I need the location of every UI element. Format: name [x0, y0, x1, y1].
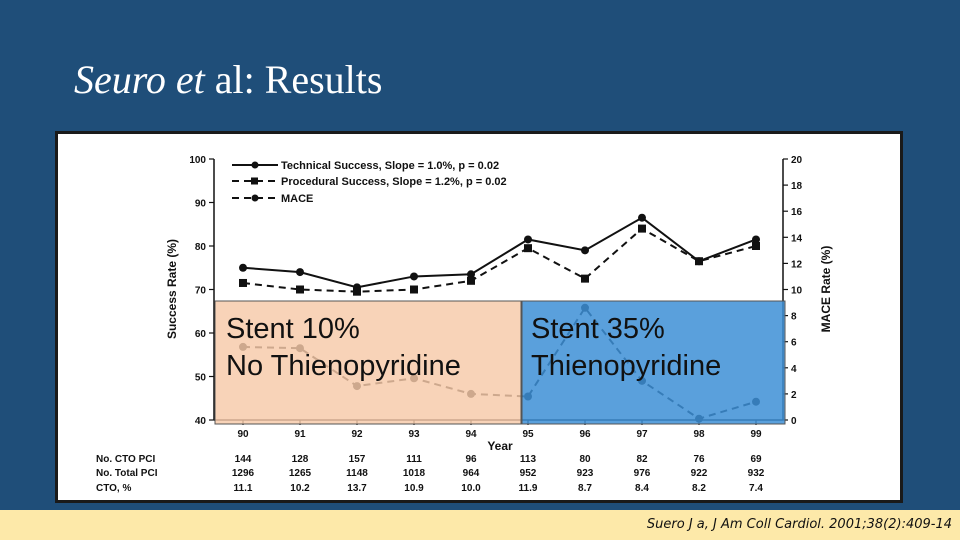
table-row-label: No. CTO PCI: [96, 454, 156, 465]
data-point: [581, 275, 589, 283]
legend-marker: [252, 162, 259, 169]
data-point: [296, 286, 304, 294]
series-line-0: [243, 218, 756, 288]
y-tick-label-right: 20: [791, 155, 803, 166]
data-point: [524, 244, 532, 252]
y-axis-label-right: MACE Rate (%): [819, 245, 833, 333]
y-tick-label-left: 50: [194, 372, 206, 384]
y-tick-label-right: 0: [791, 416, 797, 427]
table-cell: 922: [690, 468, 708, 479]
table-cell: 923: [576, 468, 594, 479]
citation-bar: [0, 510, 960, 540]
y-tick-label-right: 10: [791, 285, 803, 297]
overlay-left-line2: No Thienopyridine: [226, 350, 461, 382]
x-tick-label: 96: [579, 429, 591, 440]
slide-title-rest: al: Results: [204, 57, 383, 102]
data-point: [410, 272, 418, 280]
legend-marker: [251, 178, 258, 185]
legend-label: Procedural Success, Slope = 1.2%, p = 0.02: [281, 176, 507, 188]
table-cell: 11.1: [233, 483, 253, 494]
table-cell: 8.7: [578, 483, 592, 494]
x-tick-label: 91: [294, 429, 306, 440]
table-cell: 144: [234, 454, 252, 465]
table-cell: 96: [465, 454, 477, 465]
data-point: [353, 288, 361, 296]
table-cell: 113: [519, 454, 537, 465]
y-tick-label-left: 70: [194, 285, 206, 297]
slide-title-italic: Seuro et: [74, 57, 205, 102]
data-point: [239, 264, 247, 272]
table-cell: 111: [406, 454, 422, 465]
data-point: [239, 279, 247, 287]
data-point: [638, 225, 646, 233]
x-tick-label: 98: [693, 429, 705, 440]
table-cell: 11.9: [518, 483, 538, 494]
y-tick-label-right: 18: [791, 181, 803, 193]
table-cell: 69: [750, 454, 762, 465]
table-cell: 7.4: [749, 483, 763, 494]
table-cell: 976: [633, 468, 651, 479]
table-cell: 932: [747, 468, 765, 479]
y-axis-label-left: Success Rate (%): [165, 238, 179, 340]
y-tick-label-right: 6: [791, 337, 797, 349]
table-cell: 80: [579, 454, 591, 465]
table-cell: 82: [636, 454, 648, 465]
x-tick-label: 93: [408, 429, 420, 440]
table-cell: 1018: [402, 468, 426, 479]
table-cell: 13.7: [347, 483, 367, 494]
y-tick-label-left: 80: [194, 242, 206, 253]
table-cell: 1265: [288, 468, 312, 479]
y-tick-label-right: 2: [791, 389, 797, 401]
data-point: [467, 277, 475, 285]
citation-text: Suero J a, J Am Coll Cardiol. 2001;38(2):409-14: [646, 517, 952, 532]
table-cell: 10.2: [290, 483, 310, 494]
x-tick-label: 90: [237, 429, 249, 440]
legend-label: MACE: [281, 193, 314, 205]
data-point: [296, 268, 304, 276]
legend-marker: [252, 195, 259, 202]
overlay-right-line1: Stent 35%: [531, 313, 665, 345]
table-row-label: No. Total PCI: [96, 468, 158, 479]
x-axis-label: Year: [487, 439, 513, 453]
x-tick-label: 94: [465, 429, 477, 440]
y-tick-label-left: 40: [194, 416, 206, 427]
data-point: [695, 257, 703, 265]
table-cell: 128: [291, 454, 309, 465]
table-cell: 1148: [346, 468, 368, 479]
legend-label: Technical Success, Slope = 1.0%, p = 0.02: [281, 160, 500, 172]
y-tick-label-left: 100: [189, 155, 206, 166]
x-tick-label: 99: [750, 429, 762, 440]
table-row-label: CTO, %: [96, 483, 132, 494]
y-tick-label-right: 14: [791, 233, 803, 245]
series-line-1: [243, 229, 756, 292]
x-tick-label: 95: [522, 429, 534, 440]
data-point: [524, 235, 532, 243]
table-cell: 10.0: [461, 483, 481, 494]
y-tick-label-right: 12: [791, 259, 803, 271]
table-cell: 76: [693, 454, 705, 465]
table-cell: 952: [519, 468, 537, 479]
table-cell: 8.4: [635, 483, 649, 494]
data-point: [581, 246, 589, 254]
y-tick-label-left: 60: [194, 329, 206, 340]
table-cell: 964: [462, 468, 480, 479]
y-tick-label-left: 90: [194, 198, 206, 210]
y-tick-label-right: 4: [791, 363, 797, 375]
table-cell: 8.2: [692, 483, 706, 494]
data-point: [410, 286, 418, 294]
table-cell: 10.9: [404, 483, 424, 494]
table-cell: 1296: [231, 468, 255, 479]
data-point: [752, 242, 760, 250]
overlay-right-line2: Thienopyridine: [531, 350, 722, 382]
x-tick-label: 97: [636, 429, 648, 440]
overlay-left-line1: Stent 10%: [226, 313, 360, 345]
y-tick-label-right: 16: [791, 207, 803, 219]
x-tick-label: 92: [351, 429, 363, 440]
data-point: [638, 214, 646, 222]
table-cell: 157: [348, 454, 366, 465]
y-tick-label-right: 8: [791, 311, 797, 323]
